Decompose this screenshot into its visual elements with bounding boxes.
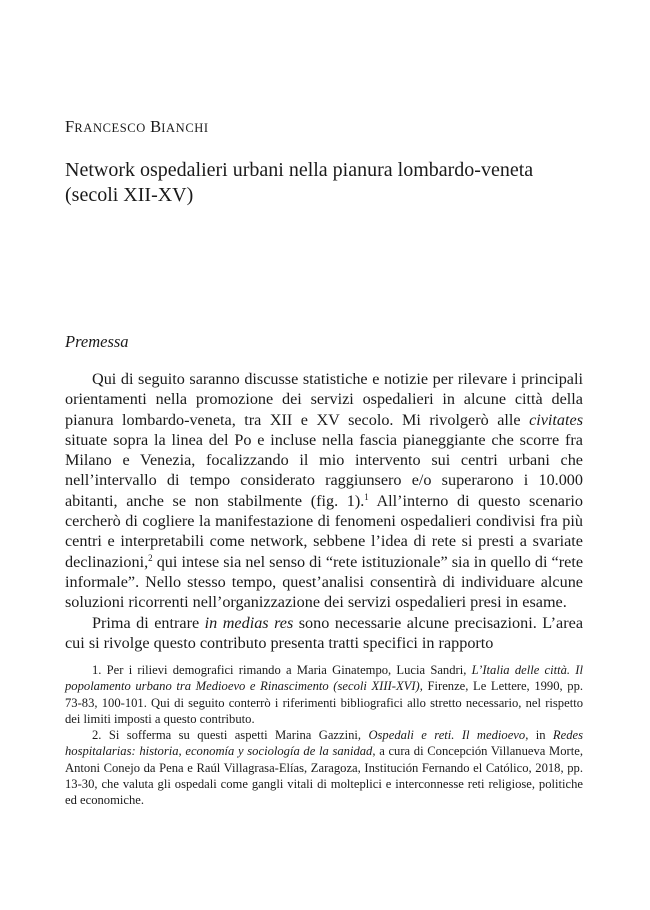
- author-rest-first: RANCESCO: [74, 121, 146, 135]
- fn1-text-b: , Firenze, Le Lettere, 1990, pp. 73-83, 100-101. Qui di seguito conterrò i riferimenti bibliografici allo stretto necessario, nel rispetto dei limiti imposti a questo contributo.: [65, 679, 584, 726]
- p2-text-a: Prima di entrare: [92, 613, 205, 632]
- p2-italic-medias-res: in medias res: [204, 613, 294, 632]
- fn1-italic-title: L’Italia delle città. Il popolamento urbano tra Medioevo e Rinascimento (secoli XIII-XVI): [65, 663, 583, 694]
- footnote-1: [65, 662, 583, 727]
- section-heading: Premessa: [65, 332, 129, 351]
- author-initial-first: F: [65, 117, 75, 136]
- p1-text-d: qui intese sia nel senso di “rete istituzionale” sia in quello di “rete informale”. Nello stesso tempo, quest’analisi consentirà di individuare alcune soluzioni ricorrenti nell’organizzazione dei servizi ospedalieri presi in esame.: [65, 552, 583, 612]
- paragraph-1: [65, 369, 583, 613]
- p2-text-b: sono necessarie alcune precisazioni. L’area cui si rivolge questo contributo presenta tratti specifici in rapporto: [65, 613, 584, 652]
- chapter-title-line-1: Network ospedalieri urbani nella pianura lombardo-veneta: [65, 159, 534, 181]
- footnote-ref-2[interactable]: 2: [148, 552, 153, 563]
- fn2-italic-volume: Redes hospitalarias: historia, economía y sociología de la sanidad: [65, 728, 583, 759]
- chapter-title-line-2: (secoli XII-XV): [65, 184, 194, 206]
- p1-text-a: Qui di seguito saranno discusse statistiche e notizie per rilevare i principali orientamenti nella promozione dei servizi ospedalieri in alcune città della pianura lombardo-veneta, tra XII e XV secolo. Mi rivolgerò alle: [65, 370, 583, 429]
- footnote-2: [65, 727, 583, 808]
- footnotes: [65, 662, 583, 809]
- chapter-title: [65, 158, 585, 208]
- p1-text-c: All’interno di questo scenario cercherò di cogliere la manifestazione di fenomeni ospedalieri condivisi fra più centri e interpretabili come network, sebbene l’idea di rete si presti a svariate declinazioni,: [65, 491, 583, 571]
- author-name: [65, 117, 209, 137]
- fn2-text-a: 2. Si sofferma su questi aspetti Marina Gazzini,: [92, 728, 369, 743]
- body-text: [65, 369, 583, 653]
- fn2-text-c: , a cura di Concepción Villanueva Morte, Antoni Conejo da Pena e Raúl Villagrasa-Elías, Zaragoza, Institución Fernando el Católico, 2018, pp. 13-30, che valuta gli ospedali come gangli vitali di molteplici e interconnesse reti religiose, politiche ed economiche.: [65, 744, 583, 808]
- p1-italic-civitates: civitates: [529, 410, 583, 429]
- fn2-text-b: , in: [525, 728, 553, 743]
- p1-text-b: situate sopra la linea del Po e incluse nella fascia pianeggiante che scorre fra Milano e Venezia, focalizzando il mio intervento sui centri urbani che nell’intervallo di tempo considerato raggiunsero e/o superarono i 10.000 abitanti, anche se non stabilmente (fig. 1).: [65, 430, 583, 510]
- paragraph-2: [65, 613, 583, 654]
- fn2-italic-title: Ospedali e reti. Il medioevo: [368, 728, 526, 743]
- footnote-ref-1[interactable]: 1: [364, 491, 369, 502]
- author-rest-last: IANCHI: [161, 121, 209, 135]
- fn1-text-a: 1. Per i rilievi demografici rimando a Maria Ginatempo, Lucia Sandri,: [92, 663, 472, 677]
- author-initial-last: B: [150, 117, 162, 136]
